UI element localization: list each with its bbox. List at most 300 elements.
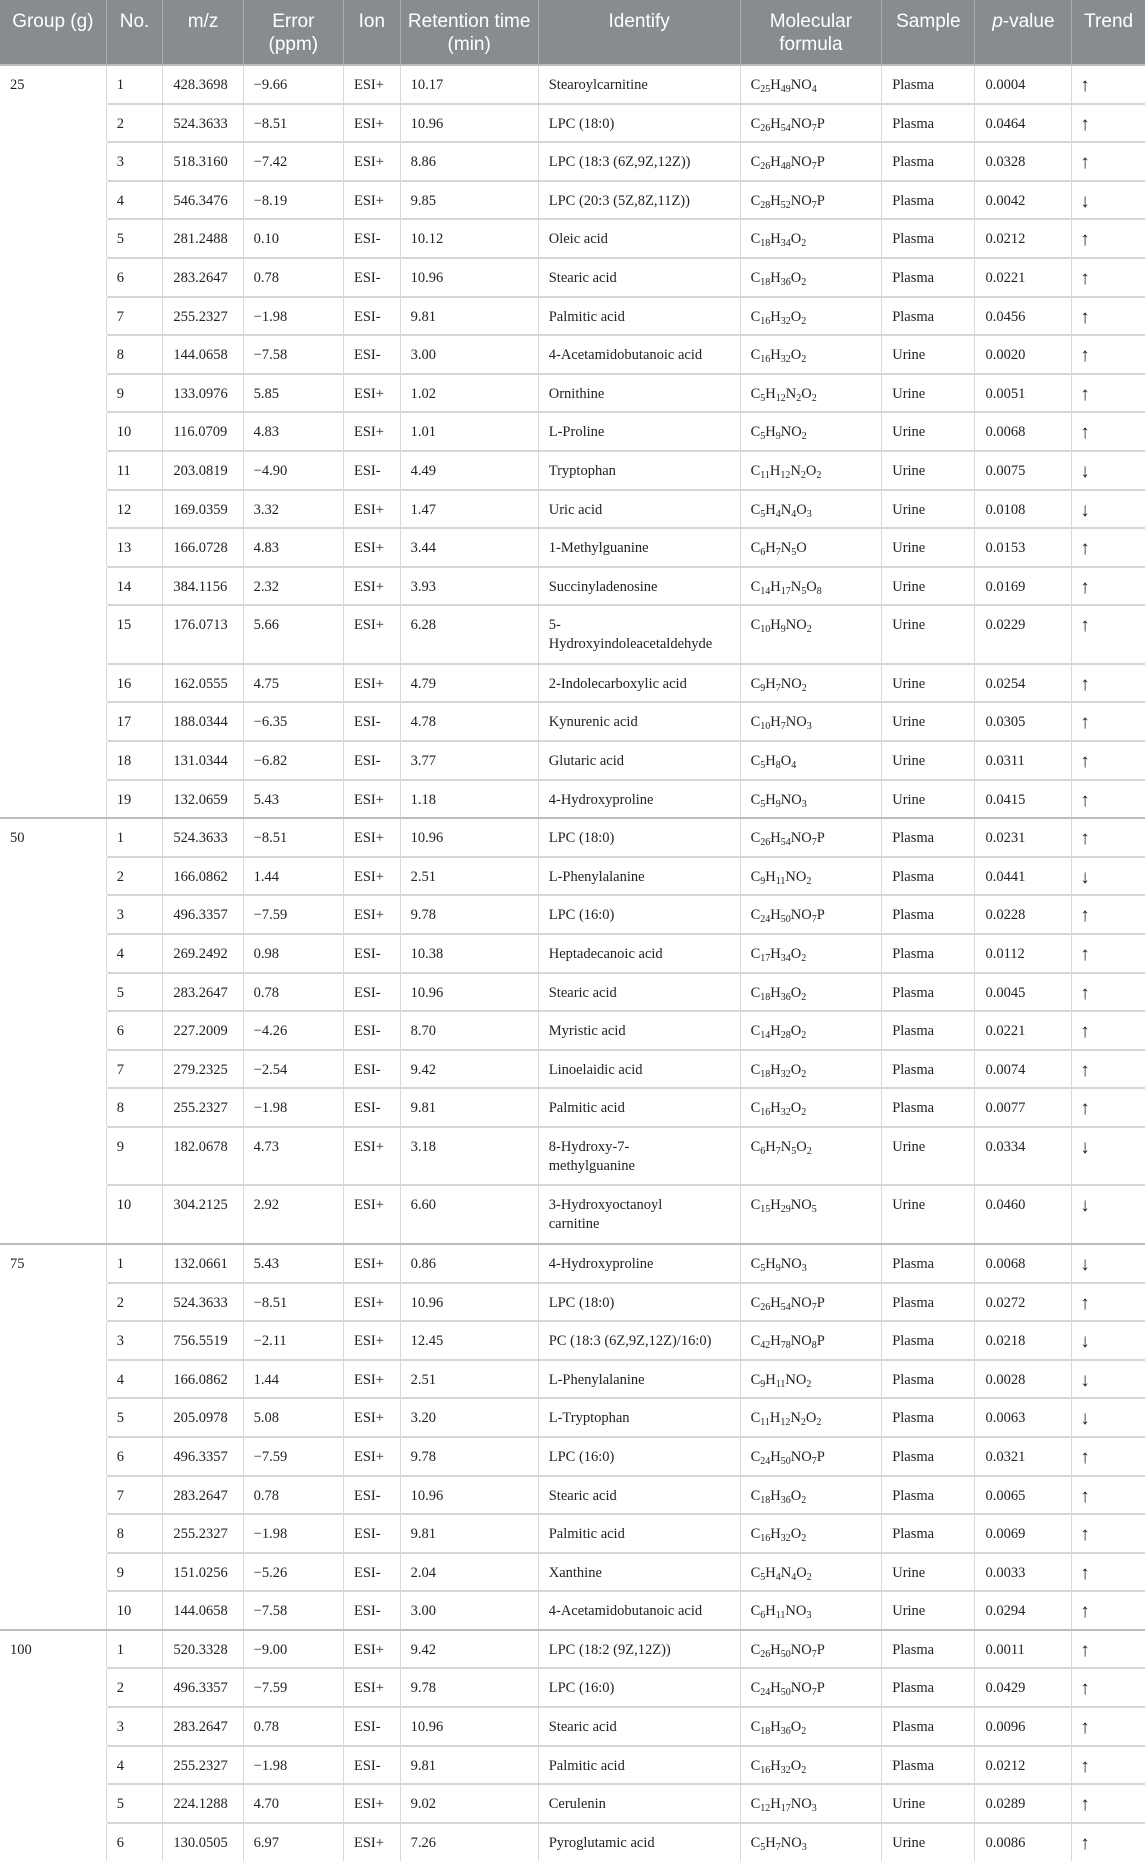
trend-cell: ↑ [1072, 1668, 1145, 1707]
sample-cell: Plasma [882, 1746, 975, 1785]
group-cell [0, 1707, 106, 1746]
group-cell [0, 934, 106, 973]
retention-time-cell: 4.79 [400, 664, 538, 703]
retention-time-cell: 3.77 [400, 741, 538, 780]
sample-cell: Plasma [882, 818, 975, 857]
identify-cell: Myristic acid [538, 1011, 740, 1050]
identify-cell: 4-Acetamidobutanoic acid [538, 335, 740, 374]
sample-cell: Urine [882, 567, 975, 606]
mz-cell: 132.0661 [163, 1244, 243, 1283]
error-cell: −6.82 [243, 741, 343, 780]
error-cell: −7.42 [243, 142, 343, 181]
trend-cell: ↓ [1072, 1185, 1145, 1244]
p-value-cell: 0.0229 [975, 605, 1072, 664]
retention-time-cell: 3.20 [400, 1398, 538, 1437]
trend-cell: ↑ [1072, 258, 1145, 297]
p-value-cell: 0.0441 [975, 857, 1072, 896]
p-value-cell: 0.0221 [975, 258, 1072, 297]
group-cell [0, 297, 106, 336]
p-value-cell: 0.0289 [975, 1784, 1072, 1823]
number-cell: 9 [106, 1127, 163, 1186]
mz-cell: 132.0659 [163, 780, 243, 819]
retention-time-cell: 9.78 [400, 1437, 538, 1476]
error-cell: −2.11 [243, 1321, 343, 1360]
error-cell: 0.10 [243, 219, 343, 258]
mz-cell: 269.2492 [163, 934, 243, 973]
mz-cell: 518.3160 [163, 142, 243, 181]
identify-cell: LPC (18:2 (9Z,12Z)) [538, 1630, 740, 1669]
mz-cell: 756.5519 [163, 1321, 243, 1360]
trend-cell: ↑ [1072, 1746, 1145, 1785]
identify-cell: L-Phenylalanine [538, 1360, 740, 1399]
error-cell: 0.78 [243, 1476, 343, 1515]
retention-time-cell: 9.81 [400, 1514, 538, 1553]
identify-cell: L-Proline [538, 412, 740, 451]
retention-time-cell: 3.44 [400, 528, 538, 567]
p-value-cell: 0.0065 [975, 1476, 1072, 1515]
identify-cell: LPC (16:0) [538, 1668, 740, 1707]
mz-cell: 524.3633 [163, 104, 243, 143]
number-cell: 3 [106, 1707, 163, 1746]
column-header-mz: m/z [163, 0, 243, 65]
formula-cell: $C_{11}H_{12}N_2O_2$ [740, 1398, 882, 1437]
ion-cell: ESI+ [343, 605, 400, 664]
table-row [0, 1050, 1145, 1089]
trend-cell: ↓ [1072, 1398, 1145, 1437]
column-header-ion: Ion [343, 0, 400, 65]
group-cell [0, 567, 106, 606]
group-cell: 50 [0, 818, 106, 857]
p-value-cell: 0.0069 [975, 1514, 1072, 1553]
identify-cell: Palmitic acid [538, 1514, 740, 1553]
number-cell: 4 [106, 1360, 163, 1399]
retention-time-cell: 9.02 [400, 1784, 538, 1823]
identify-cell: 4-Hydroxyproline [538, 1244, 740, 1283]
retention-time-cell: 1.47 [400, 490, 538, 529]
mz-cell: 279.2325 [163, 1050, 243, 1089]
ion-cell: ESI- [343, 1088, 400, 1127]
identify-cell: Uric acid [538, 490, 740, 529]
trend-cell: ↑ [1072, 1476, 1145, 1515]
ion-cell: ESI+ [343, 142, 400, 181]
mz-cell: 227.2009 [163, 1011, 243, 1050]
ion-cell: ESI+ [343, 780, 400, 819]
formula-cell: $C_{24}H_{50}NO_7P$ [740, 1668, 882, 1707]
table-row [0, 605, 1145, 664]
group-cell [0, 895, 106, 934]
mz-cell: 546.3476 [163, 181, 243, 220]
sample-cell: Plasma [882, 1437, 975, 1476]
p-value-cell: 0.0112 [975, 934, 1072, 973]
trend-cell: ↑ [1072, 1553, 1145, 1592]
retention-time-cell: 10.17 [400, 65, 538, 104]
retention-time-cell: 3.93 [400, 567, 538, 606]
number-cell: 12 [106, 490, 163, 529]
error-cell: 1.44 [243, 857, 343, 896]
table-row [0, 818, 1145, 857]
p-value-cell: 0.0011 [975, 1630, 1072, 1669]
formula-cell: $C_{25}H_{49}NO_4$ [740, 65, 882, 104]
p-value-cell: 0.0153 [975, 528, 1072, 567]
mz-cell: 524.3633 [163, 818, 243, 857]
mz-cell: 520.3328 [163, 1630, 243, 1669]
group-cell [0, 605, 106, 664]
ion-cell: ESI- [343, 451, 400, 490]
error-cell: 0.78 [243, 1707, 343, 1746]
error-cell: −1.98 [243, 1746, 343, 1785]
ion-cell: ESI+ [343, 1823, 400, 1862]
formula-cell: $C_{26}H_{50}NO_7P$ [740, 1630, 882, 1669]
p-value-cell: 0.0096 [975, 1707, 1072, 1746]
mz-cell: 169.0359 [163, 490, 243, 529]
group-cell [0, 1360, 106, 1399]
identify-cell: 5- Hydroxyindoleacetaldehyde [538, 605, 740, 664]
group-cell [0, 1591, 106, 1630]
mz-cell: 130.0505 [163, 1823, 243, 1862]
trend-cell: ↑ [1072, 1514, 1145, 1553]
trend-cell: ↑ [1072, 374, 1145, 413]
error-cell: −8.51 [243, 1283, 343, 1322]
error-cell: 5.08 [243, 1398, 343, 1437]
sample-cell: Urine [882, 1127, 975, 1186]
mz-cell: 384.1156 [163, 567, 243, 606]
table-row [0, 780, 1145, 819]
ion-cell: ESI- [343, 1050, 400, 1089]
identify-cell: Stearoylcarnitine [538, 65, 740, 104]
sample-cell: Urine [882, 664, 975, 703]
sample-cell: Plasma [882, 258, 975, 297]
formula-cell: $C_9H_{11}NO_2$ [740, 857, 882, 896]
p-value-cell: 0.0212 [975, 1746, 1072, 1785]
identify-cell: LPC (20:3 (5Z,8Z,11Z)) [538, 181, 740, 220]
ion-cell: ESI+ [343, 490, 400, 529]
trend-cell: ↑ [1072, 412, 1145, 451]
group-cell [0, 1553, 106, 1592]
number-cell: 5 [106, 1398, 163, 1437]
ion-cell: ESI+ [343, 1360, 400, 1399]
p-value-cell: 0.0004 [975, 65, 1072, 104]
table-row [0, 973, 1145, 1012]
mz-cell: 188.0344 [163, 702, 243, 741]
table-row [0, 335, 1145, 374]
p-value-cell: 0.0033 [975, 1553, 1072, 1592]
mz-cell: 283.2647 [163, 258, 243, 297]
ion-cell: ESI+ [343, 664, 400, 703]
identify-cell: Oleic acid [538, 219, 740, 258]
retention-time-cell: 9.78 [400, 895, 538, 934]
table-row [0, 1476, 1145, 1515]
mz-cell: 166.0728 [163, 528, 243, 567]
formula-cell: $C_6H_7N_5O_2$ [740, 1127, 882, 1186]
sample-cell: Plasma [882, 1011, 975, 1050]
table-row [0, 490, 1145, 529]
error-cell: −7.59 [243, 1437, 343, 1476]
retention-time-cell: 6.60 [400, 1185, 538, 1244]
table-row [0, 1244, 1145, 1283]
ion-cell: ESI- [343, 1553, 400, 1592]
error-cell: −2.54 [243, 1050, 343, 1089]
trend-cell: ↑ [1072, 1283, 1145, 1322]
ion-cell: ESI- [343, 741, 400, 780]
group-cell [0, 1011, 106, 1050]
sample-cell: Plasma [882, 857, 975, 896]
mz-cell: 255.2327 [163, 1088, 243, 1127]
column-header-no: No. [106, 0, 163, 65]
error-cell: 5.43 [243, 780, 343, 819]
trend-cell: ↑ [1072, 741, 1145, 780]
ion-cell: ESI+ [343, 857, 400, 896]
ion-cell: ESI+ [343, 895, 400, 934]
group-cell [0, 104, 106, 143]
identify-cell: Cerulenin [538, 1784, 740, 1823]
identify-cell: 4-Acetamidobutanoic acid [538, 1591, 740, 1630]
trend-cell: ↑ [1072, 895, 1145, 934]
retention-time-cell: 9.78 [400, 1668, 538, 1707]
formula-cell: $C_{16}H_{32}O_2$ [740, 1746, 882, 1785]
ion-cell: ESI- [343, 1746, 400, 1785]
ion-cell: ESI+ [343, 1784, 400, 1823]
number-cell: 5 [106, 973, 163, 1012]
table-row [0, 374, 1145, 413]
table-row [0, 567, 1145, 606]
table-row [0, 297, 1145, 336]
sample-cell: Plasma [882, 973, 975, 1012]
number-cell: 3 [106, 142, 163, 181]
trend-cell: ↓ [1072, 1244, 1145, 1283]
group-cell [0, 374, 106, 413]
table-row [0, 664, 1145, 703]
error-cell: −8.51 [243, 818, 343, 857]
number-cell: 8 [106, 335, 163, 374]
group-cell [0, 1283, 106, 1322]
p-value-cell: 0.0311 [975, 741, 1072, 780]
number-cell: 9 [106, 1553, 163, 1592]
formula-cell: $C_{26}H_{54}NO_7P$ [740, 104, 882, 143]
table-row [0, 142, 1145, 181]
formula-cell: $C_{26}H_{54}NO_7P$ [740, 1283, 882, 1322]
p-value-cell: 0.0045 [975, 973, 1072, 1012]
identify-cell: Kynurenic acid [538, 702, 740, 741]
retention-time-cell: 2.51 [400, 1360, 538, 1399]
mz-cell: 116.0709 [163, 412, 243, 451]
retention-time-cell: 10.96 [400, 1476, 538, 1515]
formula-cell: $C_{26}H_{48}NO_7P$ [740, 142, 882, 181]
p-value-cell: 0.0020 [975, 335, 1072, 374]
formula-cell: $C_{26}H_{54}NO_7P$ [740, 818, 882, 857]
group-cell [0, 1668, 106, 1707]
error-cell: −7.58 [243, 1591, 343, 1630]
formula-cell: $C_5H_9NO_3$ [740, 780, 882, 819]
table-row [0, 1630, 1145, 1669]
retention-time-cell: 9.42 [400, 1050, 538, 1089]
trend-cell: ↑ [1072, 934, 1145, 973]
sample-cell: Plasma [882, 1668, 975, 1707]
error-cell: 1.44 [243, 1360, 343, 1399]
number-cell: 1 [106, 65, 163, 104]
number-cell: 13 [106, 528, 163, 567]
mz-cell: 496.3357 [163, 1668, 243, 1707]
identify-cell: 3-Hydroxyoctanoyl carnitine [538, 1185, 740, 1244]
ion-cell: ESI- [343, 297, 400, 336]
retention-time-cell: 12.45 [400, 1321, 538, 1360]
identify-cell: Heptadecanoic acid [538, 934, 740, 973]
retention-time-cell: 10.12 [400, 219, 538, 258]
retention-time-cell: 3.00 [400, 335, 538, 374]
formula-cell: $C_{17}H_{34}O_2$ [740, 934, 882, 973]
group-cell [0, 1398, 106, 1437]
formula-cell: $C_5H_4N_4O_3$ [740, 490, 882, 529]
mz-cell: 131.0344 [163, 741, 243, 780]
trend-cell: ↑ [1072, 1011, 1145, 1050]
formula-cell: $C_{28}H_{52}NO_7P$ [740, 181, 882, 220]
ion-cell: ESI- [343, 934, 400, 973]
mz-cell: 304.2125 [163, 1185, 243, 1244]
trend-cell: ↓ [1072, 451, 1145, 490]
sample-cell: Plasma [882, 934, 975, 973]
ion-cell: ESI+ [343, 1398, 400, 1437]
mz-cell: 283.2647 [163, 973, 243, 1012]
trend-cell: ↑ [1072, 528, 1145, 567]
ion-cell: ESI+ [343, 1321, 400, 1360]
trend-cell: ↑ [1072, 567, 1145, 606]
table-row [0, 1127, 1145, 1186]
mz-cell: 166.0862 [163, 1360, 243, 1399]
table-row [0, 451, 1145, 490]
identify-cell: 8-Hydroxy-7- methylguanine [538, 1127, 740, 1186]
trend-cell: ↑ [1072, 1088, 1145, 1127]
group-cell [0, 1476, 106, 1515]
error-cell: −4.90 [243, 451, 343, 490]
trend-cell: ↓ [1072, 490, 1145, 529]
group-cell [0, 780, 106, 819]
formula-cell: $C_{18}H_{36}O_2$ [740, 1707, 882, 1746]
ion-cell: ESI+ [343, 412, 400, 451]
retention-time-cell: 9.81 [400, 1088, 538, 1127]
error-cell: 2.92 [243, 1185, 343, 1244]
retention-time-cell: 1.02 [400, 374, 538, 413]
sample-cell: Plasma [882, 1088, 975, 1127]
sample-cell: Plasma [882, 1283, 975, 1322]
mz-cell: 428.3698 [163, 65, 243, 104]
sample-cell: Plasma [882, 1050, 975, 1089]
p-value-cell: 0.0294 [975, 1591, 1072, 1630]
error-cell: 5.43 [243, 1244, 343, 1283]
error-cell: 4.83 [243, 528, 343, 567]
sample-cell: Plasma [882, 1707, 975, 1746]
number-cell: 5 [106, 219, 163, 258]
ion-cell: ESI+ [343, 1283, 400, 1322]
error-cell: −7.59 [243, 1668, 343, 1707]
formula-cell: $C_{11}H_{12}N_2O_2$ [740, 451, 882, 490]
table-row [0, 1707, 1145, 1746]
p-value-cell: 0.0077 [975, 1088, 1072, 1127]
error-cell: −9.66 [243, 65, 343, 104]
p-value-cell: 0.0074 [975, 1050, 1072, 1089]
group-cell [0, 451, 106, 490]
ion-cell: ESI- [343, 973, 400, 1012]
error-cell: −1.98 [243, 1514, 343, 1553]
number-cell: 10 [106, 1591, 163, 1630]
group-cell [0, 741, 106, 780]
number-cell: 17 [106, 702, 163, 741]
error-cell: 0.78 [243, 258, 343, 297]
sample-cell: Urine [882, 1823, 975, 1862]
formula-cell: $C_{18}H_{36}O_2$ [740, 973, 882, 1012]
ion-cell: ESI+ [343, 65, 400, 104]
number-cell: 15 [106, 605, 163, 664]
retention-time-cell: 10.38 [400, 934, 538, 973]
ion-cell: ESI+ [343, 1244, 400, 1283]
table-row [0, 1185, 1145, 1244]
number-cell: 4 [106, 181, 163, 220]
number-cell: 4 [106, 1746, 163, 1785]
column-header-trend: Trend [1072, 0, 1145, 65]
ion-cell: ESI- [343, 1514, 400, 1553]
formula-cell: $C_{15}H_{29}NO_5$ [740, 1185, 882, 1244]
group-cell [0, 857, 106, 896]
p-value-cell: 0.0272 [975, 1283, 1072, 1322]
table-row [0, 702, 1145, 741]
retention-time-cell: 10.96 [400, 258, 538, 297]
group-cell [0, 528, 106, 567]
identify-cell: LPC (18:0) [538, 1283, 740, 1322]
trend-cell: ↓ [1072, 857, 1145, 896]
p-value-cell: 0.0321 [975, 1437, 1072, 1476]
trend-cell: ↑ [1072, 219, 1145, 258]
retention-time-cell: 3.18 [400, 1127, 538, 1186]
ion-cell: ESI- [343, 258, 400, 297]
error-cell: 4.83 [243, 412, 343, 451]
p-value-cell: 0.0051 [975, 374, 1072, 413]
number-cell: 3 [106, 1321, 163, 1360]
p-value-cell: 0.0228 [975, 895, 1072, 934]
number-cell: 6 [106, 1437, 163, 1476]
sample-cell: Plasma [882, 1244, 975, 1283]
group-cell [0, 219, 106, 258]
mz-cell: 144.0658 [163, 1591, 243, 1630]
group-cell [0, 412, 106, 451]
mz-cell: 162.0555 [163, 664, 243, 703]
mz-cell: 255.2327 [163, 297, 243, 336]
ion-cell: ESI+ [343, 1437, 400, 1476]
retention-time-cell: 9.42 [400, 1630, 538, 1669]
formula-cell: $C_5H_8O_4$ [740, 741, 882, 780]
group-cell [0, 1823, 106, 1862]
ion-cell: ESI+ [343, 818, 400, 857]
retention-time-cell: 9.81 [400, 297, 538, 336]
retention-time-cell: 7.26 [400, 1823, 538, 1862]
sample-cell: Plasma [882, 297, 975, 336]
sample-cell: Urine [882, 528, 975, 567]
error-cell: −7.58 [243, 335, 343, 374]
sample-cell: Plasma [882, 1514, 975, 1553]
p-value-cell: 0.0169 [975, 567, 1072, 606]
retention-time-cell: 2.04 [400, 1553, 538, 1592]
mz-cell: 224.1288 [163, 1784, 243, 1823]
number-cell: 5 [106, 1784, 163, 1823]
identify-cell: Tryptophan [538, 451, 740, 490]
trend-cell: ↑ [1072, 335, 1145, 374]
p-value-cell: 0.0305 [975, 702, 1072, 741]
error-cell: −1.98 [243, 1088, 343, 1127]
error-cell: −7.59 [243, 895, 343, 934]
error-cell: −8.51 [243, 104, 343, 143]
identify-cell: Palmitic acid [538, 1088, 740, 1127]
group-cell [0, 1321, 106, 1360]
retention-time-cell: 8.86 [400, 142, 538, 181]
number-cell: 4 [106, 934, 163, 973]
table-row [0, 258, 1145, 297]
